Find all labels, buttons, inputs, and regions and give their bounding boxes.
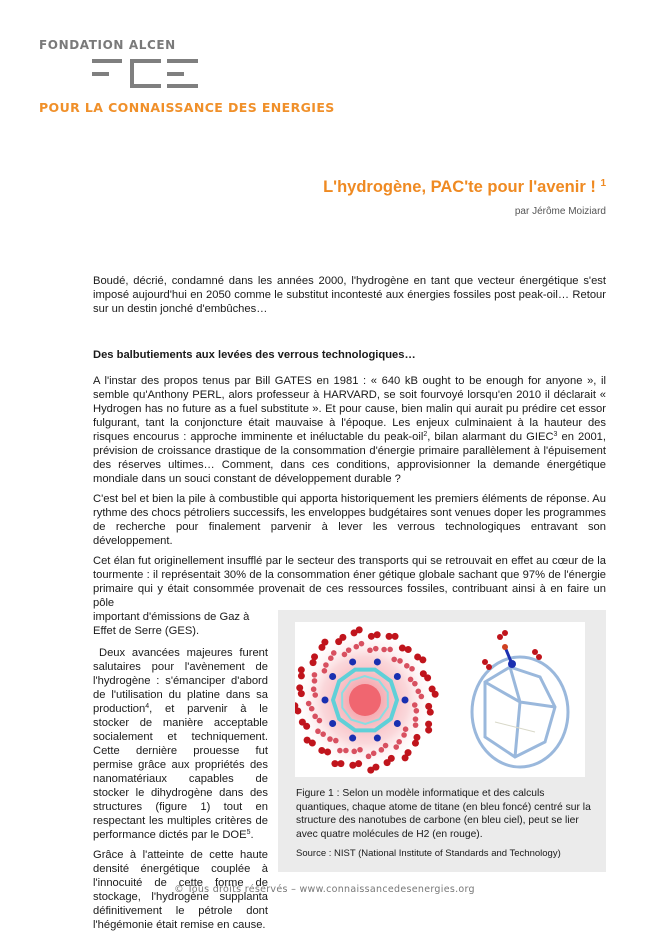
- h2-atom: [502, 630, 508, 636]
- h2-atom: [296, 684, 303, 691]
- footnote-5: 5: [246, 829, 251, 836]
- h2-atom: [321, 639, 328, 646]
- figure-source: Source : NIST (National Institute of Standards and Technology): [296, 848, 561, 859]
- h2-atom: [356, 626, 363, 633]
- h2-atom: [383, 743, 389, 749]
- h2-atom: [486, 664, 492, 670]
- h2-atom: [502, 644, 508, 650]
- h2-atom: [414, 708, 420, 714]
- h2-atom: [367, 647, 373, 653]
- titanium-atom: [394, 673, 401, 680]
- p1-text-b: , bilan alarmant du GIEC: [427, 431, 554, 443]
- h2-atom: [536, 654, 542, 660]
- paragraph-2: C'est bel et bien la pile à combustible qui apporta historiquement les premiers éléments de réponse. Au rythme des chocs pétroliers successifs, les enveloppes budgétaires sont venues doper les programmes de recherche pour finalement parvenir à lever les verrous technologiques entravant son développement.: [93, 493, 606, 547]
- footnote-4: 4: [145, 703, 150, 710]
- h2-atom: [391, 657, 397, 663]
- h2-atom: [366, 754, 372, 760]
- h2-atom: [312, 692, 318, 698]
- h2-atom: [397, 658, 403, 664]
- h2-atom: [354, 644, 360, 650]
- intro-paragraph: Boudé, décrié, condamné dans les années 2000, l'hydrogène en tant que vecteur énergétique s'est imposé aujourd'hui en 2050 comme le substitut incontesté aux énergies fossiles post peak-oil… Retour sur un destin jonché d'embûches…: [93, 275, 606, 315]
- h2-atom: [343, 748, 349, 754]
- h2-atom: [351, 749, 357, 755]
- h2-atom: [425, 727, 432, 734]
- h2-atom: [386, 633, 393, 640]
- c1-text-a: Deux avancées majeures furent salutaires pour l'avènement de l'hydrogène : s'émanciper d'abord de l'utilisation du platine dans sa production: [93, 647, 268, 715]
- h2-atom: [402, 754, 409, 761]
- titanium-atom: [402, 697, 409, 704]
- h2-atom: [312, 714, 318, 720]
- h2-atom: [401, 732, 407, 738]
- h2-atom: [419, 694, 425, 700]
- h2-atom: [327, 736, 333, 742]
- paragraph-1: [93, 374, 606, 486]
- figure-1: [278, 610, 606, 872]
- titanium-atom: [322, 697, 329, 704]
- h2-atom: [532, 649, 538, 655]
- h2-atom: [392, 633, 399, 640]
- titanium-atom: [349, 735, 356, 742]
- h2-atom: [415, 689, 421, 695]
- h2-atom: [359, 641, 365, 647]
- titanium-atom: [394, 720, 401, 727]
- h2-atom: [331, 760, 338, 767]
- titanium-atom: [329, 673, 336, 680]
- h2-atom: [311, 686, 317, 692]
- page-footer: © Tous droits réservés – www.connaissancedesenergies.org: [174, 884, 475, 895]
- title-footnote: 1: [600, 178, 606, 189]
- p1-text-c: en 2001, prévision de croissance drastique de la consommation d'énergie primaire parallèlement à l'épuisement des réserves ultimes… Comment, dans ces conditions, approvisionner la demande énergétique mondiale dans un souci constant de développement durable ?: [93, 431, 607, 485]
- h2-atom: [427, 709, 434, 716]
- article-body: [93, 274, 606, 938]
- h2-atom: [425, 721, 432, 728]
- h2-atom: [320, 731, 326, 737]
- h2-atom: [413, 722, 419, 728]
- h2-atom: [432, 691, 439, 698]
- titanium-atom: [374, 735, 381, 742]
- h2-atom: [337, 748, 343, 754]
- h2-atom: [318, 747, 325, 754]
- footnote-2: 2: [423, 431, 428, 438]
- h2-atom: [317, 718, 323, 724]
- h2-atom: [497, 634, 503, 640]
- h2-atom: [412, 681, 418, 687]
- h2-atom: [315, 728, 321, 734]
- title-text: L'hydrogène, PAC'te pour l'avenir !: [323, 178, 596, 196]
- h2-atom: [424, 674, 431, 681]
- h2-atom: [393, 744, 399, 750]
- organization-tagline: POUR LA CONNAISSANCE DES ENERGIES: [39, 100, 335, 115]
- h2-atom: [381, 647, 387, 653]
- h2-atom: [309, 706, 315, 712]
- h2-atom: [322, 668, 328, 674]
- figure-image: [295, 622, 585, 777]
- h2-atom: [412, 740, 419, 747]
- c1-text-b: , et parvenir à le stocker de manière acceptable socialement et techniquement. Cette dernière prouesse fut permise grâce aux propriétés des nanomatériaux capables de stocker le dihydrogène dans des structures (figure 1) tout en respectant les multiples critères de performance dictés par le DOE: [93, 703, 268, 841]
- h2-atom: [404, 663, 410, 669]
- h2-atom: [311, 653, 318, 660]
- h2-atom: [342, 652, 348, 658]
- titanium-atom: [374, 658, 381, 665]
- h2-atom: [379, 747, 385, 753]
- h2-atom: [384, 759, 391, 766]
- h2-atom: [408, 677, 414, 683]
- h2-atom: [373, 646, 379, 652]
- fce-logo: [90, 59, 200, 89]
- h2-atom: [374, 631, 381, 638]
- h2-atom: [346, 647, 352, 653]
- article-title: [323, 178, 606, 197]
- h2-atom: [387, 647, 393, 653]
- h2-atom: [298, 666, 305, 673]
- h2-atom: [409, 666, 415, 672]
- fullerene-cage: [472, 657, 568, 767]
- h2-atom: [371, 750, 377, 756]
- h2-atom: [328, 655, 334, 661]
- figure-caption: Figure 1 : Selon un modèle informatique et des calculs quantiques, chaque atome de titane (en bleu foncé) centré sur la structure des nanotubes de carbone (en bleu ciel), peut se lier avec quatre molécules de H2 (en rouge).: [296, 788, 591, 840]
- h2-atom: [357, 747, 363, 753]
- h2-atom: [419, 656, 426, 663]
- h2-atom: [412, 702, 418, 708]
- titanium-atom: [349, 658, 356, 665]
- p1-text-a: A l'instar des propos tenus par Bill GATES en 1981 : « 640 kB ought to be enough for anyone », il semble qu'Anthony PERL, alors professeur à HARVARD, se soit fourvoyé lorsqu'en 2010 il déclarait « Hydrogen has no future as a fuel substitute ». Et pour cause, bien malin qui aurait pu prédire cet essor fulgurant, tant la conjoncture était mauvaise à l'époque. Les enjeux culminaient à la hauteur des risques encourus : approche imminente et inéluctable du peak-oil: [93, 375, 606, 443]
- h2-atom: [482, 659, 488, 665]
- organization-name: FONDATION ALCEN: [39, 38, 176, 52]
- h2-atom: [337, 760, 344, 767]
- column-paragraph-1: [93, 646, 268, 842]
- h2-atom: [304, 737, 311, 744]
- titanium-atom: [329, 720, 336, 727]
- h2-atom: [331, 650, 337, 656]
- h2-atom: [299, 719, 306, 726]
- h2-atom: [312, 678, 318, 684]
- h2-atom: [312, 672, 318, 678]
- h2-atom: [298, 672, 305, 679]
- nanotube-illustration: [295, 622, 585, 777]
- footnote-3: 3: [553, 431, 558, 438]
- column-paragraph-2: Grâce à l'atteinte de cette haute densité énergétique couplée à l'innocuité de cette forme de stockage, l'hydrogène supplanta définitivement le pétrole dont l'hégémonie était remise en cause.: [93, 849, 268, 931]
- h2-atom: [333, 738, 339, 744]
- h2-atom: [323, 662, 329, 668]
- h2-atom: [405, 646, 412, 653]
- h2-atom: [349, 762, 356, 769]
- h2-atom: [396, 739, 402, 745]
- article-author: par Jérôme Moiziard: [514, 206, 606, 217]
- h2-atom: [339, 634, 346, 641]
- paragraph-3: Cet élan fut originellement insufflé par le secteur des transports qui se retrouvait en effet au cœur de la tourmente : il représentait 30% de la consommation éner gétique globale sachant que 97% de l'énergie primaire qui y était consommée provenait de ces ressources fossiles, contribuant ainsi à en faire un pôle: [93, 555, 606, 609]
- c1-text-c: .: [250, 829, 254, 841]
- paragraph-3-end: important d'émissions de Gaz à Effet de Serre (GES).: [93, 611, 250, 637]
- h2-atom: [367, 767, 374, 774]
- h2-atom: [403, 726, 409, 732]
- titanium-atom: [508, 660, 516, 668]
- h2-atom: [306, 701, 312, 707]
- section-heading: Des balbutiements aux levées des verrous technologiques…: [93, 349, 416, 361]
- nanotube-core: [349, 684, 381, 716]
- h2-atom: [413, 716, 419, 722]
